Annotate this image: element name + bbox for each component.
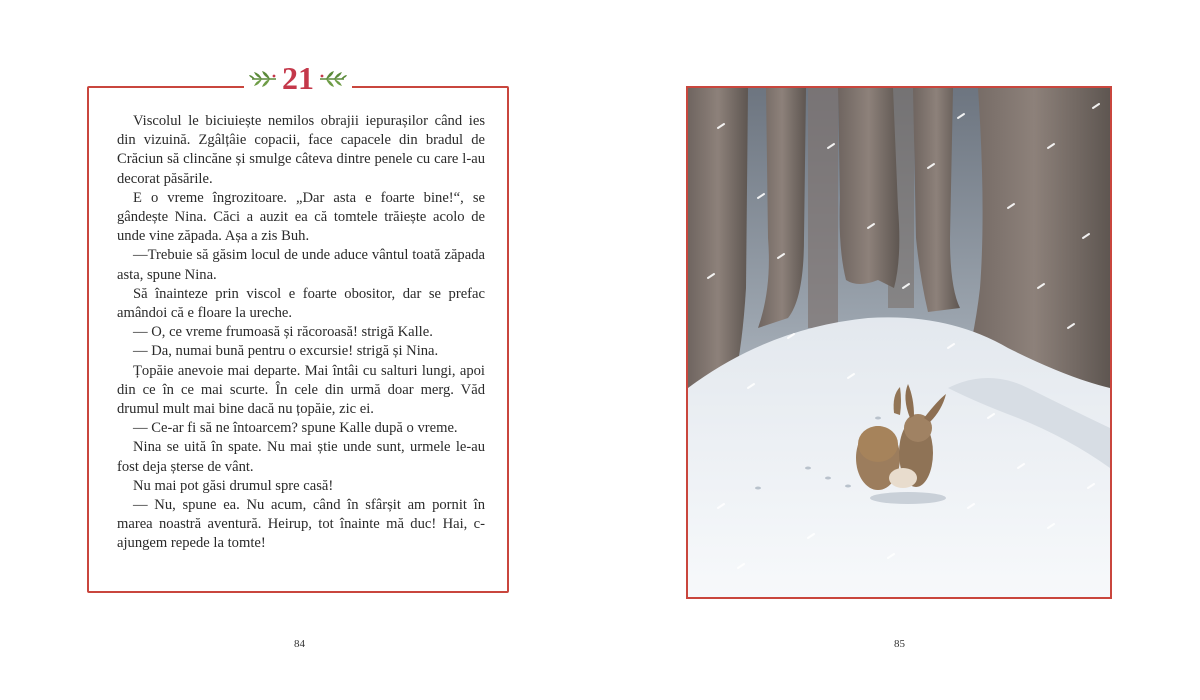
paragraph: Să înainteze prin viscol e foarte obositor, dar se prefac amândoi că e floare la ureche.: [117, 285, 485, 322]
paragraph: — Da, numai bună pentru o excursie! strigă și Nina.: [133, 343, 439, 360]
chapter-header: [244, 58, 352, 98]
paragraph: Țopăie anevoie mai departe. Mai întâi cu salturi lungi, apoi din ce în ce mai scurte. În cele din urmă doar merg. Văd drumul mult mai bine dacă nu țopăie, zic ei.: [117, 362, 485, 418]
chapter-body-text: [117, 112, 485, 554]
chapter-number: 21: [282, 60, 314, 96]
paragraph: — Nu, spune ea. Nu acum, când în sfârșit am pornit în marea noastră aventură. Heirup, tot înainte mă duc! Hai, c-ajungem repede la tomte!: [117, 497, 485, 552]
illustration-frame: [686, 86, 1112, 599]
paragraph: Nu mai pot găsi drumul spre casă!: [133, 477, 334, 494]
paragraph: —Trebuie să găsim locul de unde aduce vântul toată zăpada asta, spune Nina.: [117, 247, 485, 283]
holly-sprig-right-icon: [318, 67, 348, 89]
snowy-forest-rabbits-illustration: [688, 88, 1110, 597]
holly-sprig-left-icon: [248, 67, 278, 89]
paragraph: E o vreme îngrozitoare. „Dar asta e foarte bine!“, se gândește Nina. Căci a auzit ea că tomtele trăiește acolo de unde vine zăpada. Așa a zis Buh.: [117, 189, 485, 245]
paragraph: Viscolul le biciuiește nemilos obrajii iepurașilor când ies din vizuină. Zgâlțâie copacii, face capacele din bradul de Crăciun să clincăne și smulge câteva dintre penele cu care l-au decorat păsările.: [117, 113, 485, 187]
paragraph: — O, ce vreme frumoasă și răcoroasă! strigă Kalle.: [133, 324, 433, 341]
right-page: [600, 0, 1200, 700]
paragraph: Nina se uită în spate. Nu mai știe unde sunt, urmele le-au fost deja șterse de vânt.: [117, 439, 485, 475]
page-number-right: 85: [894, 638, 905, 650]
page-number-left: 84: [294, 638, 305, 650]
paragraph: — Ce-ar fi să ne întoarcem? spune Kalle după o vreme.: [133, 420, 458, 437]
